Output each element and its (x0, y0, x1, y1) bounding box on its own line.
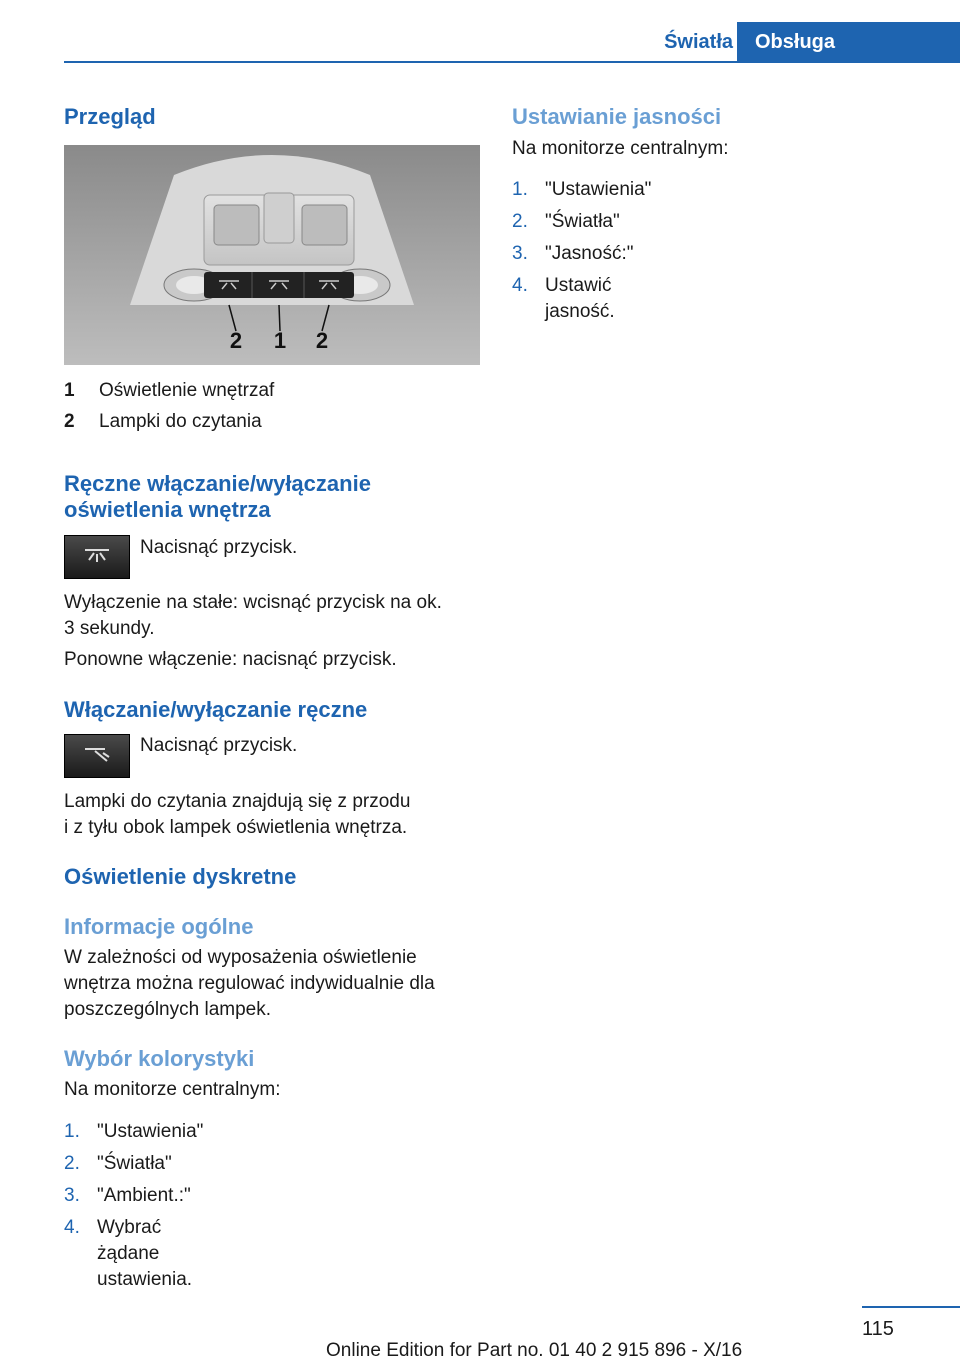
step-text: "Światła" (545, 211, 620, 232)
interior-light-button-icon (64, 535, 130, 579)
page-number: 115 (862, 1318, 894, 1340)
section3-p1-line1: W zależności od wyposażenia oświetlenie (64, 947, 417, 968)
header-tab-operation[interactable] (737, 22, 960, 62)
header-rule (64, 61, 960, 63)
overview-title: Przegląd (64, 104, 156, 129)
step-number: 1. (512, 179, 528, 200)
section2-desc-line2: i z tyłu obok lampek oświetlenia wnętrza. (64, 817, 408, 838)
step-text: "Ustawienia" (97, 1121, 204, 1142)
step-number: 4. (64, 1217, 80, 1238)
section2-instruction: Nacisnąć przycisk. (140, 735, 298, 756)
photo-label-1: 1 (273, 328, 287, 353)
step-text: Ustawić jasność. (545, 275, 615, 322)
section2-desc-line1: Lampki do czytania znajdują się z przodu (64, 791, 411, 812)
caption-number-2: 2 (64, 411, 75, 432)
step-number: 3. (64, 1185, 80, 1206)
section3-intro: Na monitorze centralnym: (64, 1079, 281, 1100)
interior-light-photo (64, 145, 480, 365)
footer-edition: Online Edition for Part no. 01 40 2 915 896 - X/16 (326, 1340, 743, 1361)
caption-number-1: 1 (64, 380, 75, 401)
header-tab-lights[interactable] (637, 22, 733, 62)
section1-title-line2: oświetlenia wnętrza (64, 497, 271, 522)
step-number: 2. (512, 211, 528, 232)
step-text: "Ambient.:" (97, 1185, 191, 1206)
step-text: "Ustawienia" (545, 179, 652, 200)
section1-on-text: Ponowne włączenie: nacisnąć przycisk. (64, 649, 397, 670)
section3-sub2: Wybór kolorystyki (64, 1046, 255, 1071)
footer-rule (862, 1306, 960, 1308)
section2-title: Włączanie/wyłączanie ręczne (64, 697, 368, 722)
brightness-intro: Na monitorze centralnym: (512, 138, 729, 159)
step-number: 2. (64, 1153, 80, 1174)
step-text: Wybrać żądane ustawienia. (97, 1217, 193, 1290)
section3-p1-line3: poszczególnych lampek. (64, 999, 271, 1020)
caption-text-2: Lampki do czytania (99, 411, 262, 432)
step-number: 3. (512, 243, 528, 264)
step-number: 1. (64, 1121, 80, 1142)
header-tab-operation-label: Obsługa (755, 31, 836, 53)
photo-label-2-left: 2 (229, 328, 243, 353)
section3-sub1: Informacje ogólne (64, 914, 254, 939)
step-text: "Światła" (97, 1153, 172, 1174)
section3-p1-line2: wnętrza można regulować indywidualnie dla (64, 973, 435, 994)
section1-instruction: Nacisnąć przycisk. (140, 537, 298, 558)
reading-light-button-icon (64, 734, 130, 778)
step-text: "Jasność:" (545, 243, 634, 264)
step-number: 4. (512, 275, 528, 296)
photo-label-2-right: 2 (315, 328, 329, 353)
section1-off-line2: 3 sekundy. (64, 618, 155, 639)
header-tab-lights-label: Światła (664, 31, 733, 53)
brightness-title: Ustawianie jasności (512, 104, 722, 129)
section1-off-line1: Wyłączenie na stałe: wcisnąć przycisk na ok. (64, 592, 442, 613)
caption-text-1: Oświetlenie wnętrzaf (99, 380, 275, 401)
section3-title: Oświetlenie dyskretne (64, 864, 297, 889)
section1-title-line1: Ręczne włączanie/wyłączanie (64, 471, 371, 496)
